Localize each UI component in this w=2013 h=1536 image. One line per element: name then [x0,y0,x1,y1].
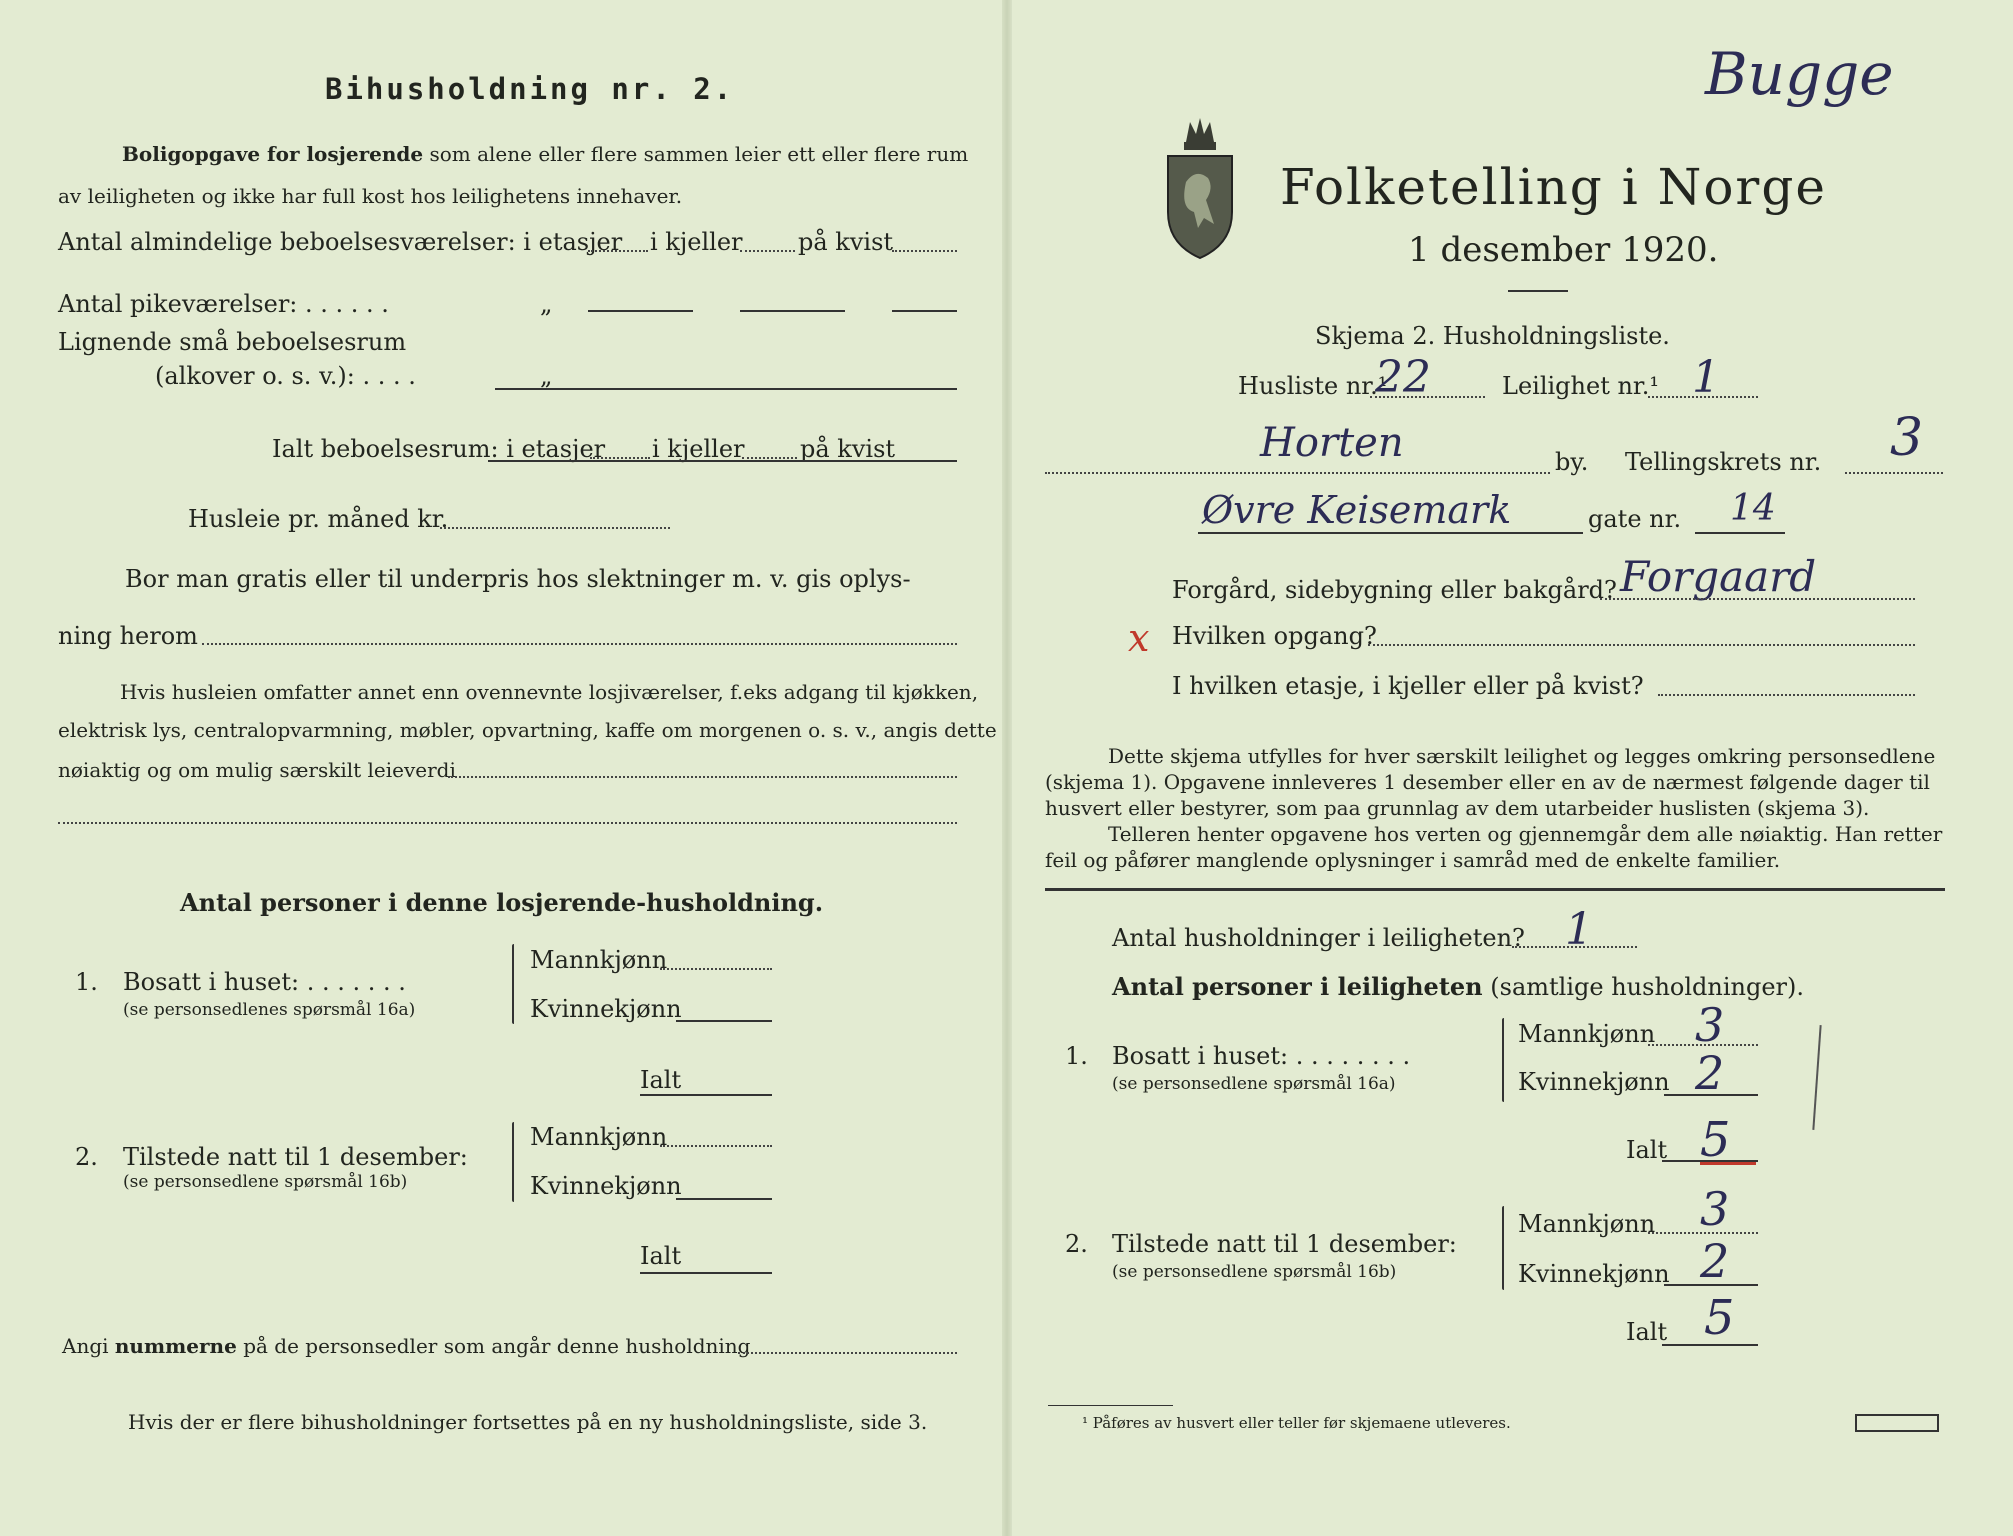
instr-line-2: (skjema 1). Opgavene innleveres 1 desember eller en av de nærmest følgende dager til [1045,770,1930,794]
gratis-line-2: ning herom [58,622,198,650]
left-q2-kvinne: Kvinnekjønn [530,1172,682,1200]
instr-line-4: Telleren henter opgavene hos verten og gjennemgår dem alle nøiaktig. Han retter [1108,822,1943,846]
opgang-label: Hvilken opgang? [1172,622,1377,650]
pike-label: Antal pikeværelser: . . . . . . [58,290,389,318]
pencil-check-mark [1812,1025,1821,1130]
instr-line-5: feil og påfører manglende oplysninger i samråd med de enkelte familier. [1045,848,1781,872]
coat-of-arms-icon [1160,112,1240,262]
note-line-3: nøiaktig og om mulig særskilt leieverdi [58,758,456,782]
right-q1-label: Bosatt i huset: . . . . . . . . [1112,1042,1411,1070]
right-q2-label: Tilstede natt til 1 desember: [1112,1230,1457,1258]
small-ditto: „ [540,362,553,390]
right-q2-brace [1502,1206,1504,1290]
left-q1-mann: Mannkjønn [530,946,668,974]
note-line-2: elektrisk lys, centralopvarmning, møbler, opvartning, kaffe om morgenen o. s. v., angis dette [58,718,997,742]
right-q2-num: 2. [1065,1230,1088,1258]
gratis-line-1: Bor man gratis eller til underpris hos slektninger m. v. gis oplys- [125,565,911,593]
right-q2-kvinne-value: 2 [1700,1234,1730,1288]
left-title: Bihusholdning nr. 2. [325,72,735,106]
rooms-label: Antal almindelige beboelsesværelser: i etasjer [58,228,623,256]
angi-text-2: på de personsedler som angår denne husholdning [243,1334,751,1358]
right-date: 1 desember 1920. [1408,230,1719,270]
left-q1-kvinne: Kvinnekjønn [530,995,682,1023]
forgard-value: Forgaard [1620,552,1817,601]
left-q2-label: Tilstede natt til 1 desember: [123,1143,468,1171]
left-persons-heading: Antal personer i denne losjerende-husholdning. [180,888,824,917]
left-q1-ialt: Ialt [640,1066,682,1094]
right-footnote: ¹ Påføres av husvert eller teller før skjemaene utleveres. [1082,1414,1511,1432]
instr-line-1: Dette skjema utfylles for hver særskilt leilighet og legges omkring personsedlene [1108,744,1936,768]
left-q2-ialt: Ialt [640,1242,682,1270]
by-label: by. [1555,448,1589,476]
printer-mark [1855,1414,1939,1432]
street-value: Øvre Keisemark [1202,488,1512,532]
right-q2-kvinne: Kvinnekjønn [1518,1260,1670,1288]
rooms-kvist: på kvist [798,228,894,256]
pike-ditto: „ [540,290,553,318]
right-persons-heading [1112,972,1804,1001]
krets-value: 3 [1890,408,1924,468]
right-q1-mann: Mannkjønn [1518,1020,1656,1048]
gate-value: 14 [1730,488,1776,529]
city-value: Horten [1260,420,1404,466]
right-q1-mann-value: 3 [1695,998,1725,1052]
angi-text-1: Angi [62,1334,109,1358]
left-q2-mann: Mannkjønn [530,1123,668,1151]
ialt-rooms-label: Ialt beboelsesrum: i etasjer [272,435,606,463]
left-q1-sub: (se personsedlenes spørsmål 16a) [123,1000,416,1020]
leilighet-label: Leilighet nr.¹ [1502,372,1660,400]
right-q2-ialt-value: 5 [1704,1290,1735,1346]
opgang-mark: x [1128,616,1150,660]
instr-line-3: husvert eller bestyrer, som paa grunnlag av dem utarbeider huslisten (skjema 3). [1045,796,1870,820]
ialt-kvist: på kvist [800,435,896,463]
right-q1-ialt: Ialt [1626,1136,1668,1164]
persons-rest: (samtlige husholdninger). [1490,973,1805,1001]
note-line-1: Hvis husleien omfatter annet enn ovennevnte losjiværelser, f.eks adgang til kjøkken, [120,680,979,704]
intro-bold: Boligopgave for losjerende [122,142,424,166]
right-q1-kvinne: Kvinnekjønn [1518,1068,1670,1096]
rooms-kjeller: i kjeller [650,228,743,256]
skjema-label: Skjema 2. Husholdningsliste. [1315,322,1670,350]
left-q2-sub: (se personsedlene spørsmål 16b) [123,1172,408,1192]
right-q2-mann-value: 3 [1700,1182,1730,1236]
left-q1-label: Bosatt i huset: . . . . . . . [123,968,406,996]
left-q1-num: 1. [75,968,98,996]
krets-label: Tellingskrets nr. [1625,448,1822,476]
page-fold [1002,0,1012,1536]
rent-label: Husleie pr. måned kr. [188,505,449,533]
intro-line-1 [122,142,968,166]
ialt-kjeller: i kjeller [652,435,745,463]
persons-bold: Antal personer i leiligheten [1112,972,1483,1001]
husliste-value: 22 [1375,352,1431,403]
forgard-label: Forgård, sidebygning eller bakgård? [1172,576,1617,604]
husliste-label: Husliste nr.¹ [1238,372,1388,400]
right-q1-kvinne-value: 2 [1695,1046,1725,1100]
intro-line-2: av leiligheten og ikke har full kost hos leilighetens innehaver. [58,184,683,208]
etasje-label: I hvilken etasje, i kjeller eller på kvist? [1172,672,1644,700]
gate-label: gate nr. [1588,505,1682,533]
corner-handwriting: Bugge [1705,40,1894,108]
husholdninger-value: 1 [1565,904,1593,955]
right-q2-sub: (se personsedlene spørsmål 16b) [1112,1262,1397,1282]
right-q1-num: 1. [1065,1042,1088,1070]
right-title: Folketelling i Norge [1280,158,1827,216]
right-q1-ialt-value: 5 [1700,1112,1731,1168]
right-q1-sub: (se personsedlene spørsmål 16a) [1112,1074,1396,1094]
left-q1-brace [512,944,514,1024]
small-rooms-1: Lignende små beboelsesrum [58,328,407,356]
left-q2-brace [512,1122,514,1202]
left-footer: Hvis der er flere bihusholdninger fortsettes på en ny husholdningsliste, side 3. [128,1410,928,1434]
right-q2-ialt: Ialt [1626,1318,1668,1346]
husholdninger-label: Antal husholdninger i leiligheten? [1112,924,1525,952]
intro-rest: som alene eller flere sammen leier ett eller flere rum [429,142,969,166]
angi-bold: nummerne [114,1334,237,1358]
right-q1-brace [1502,1018,1504,1102]
small-rooms-2: (alkover o. s. v.): . . . . [155,362,416,390]
leilighet-value: 1 [1692,352,1720,403]
right-q2-mann: Mannkjønn [1518,1210,1656,1238]
left-q2-num: 2. [75,1143,98,1171]
red-check-underline [1700,1162,1756,1165]
angi-line [62,1334,750,1358]
